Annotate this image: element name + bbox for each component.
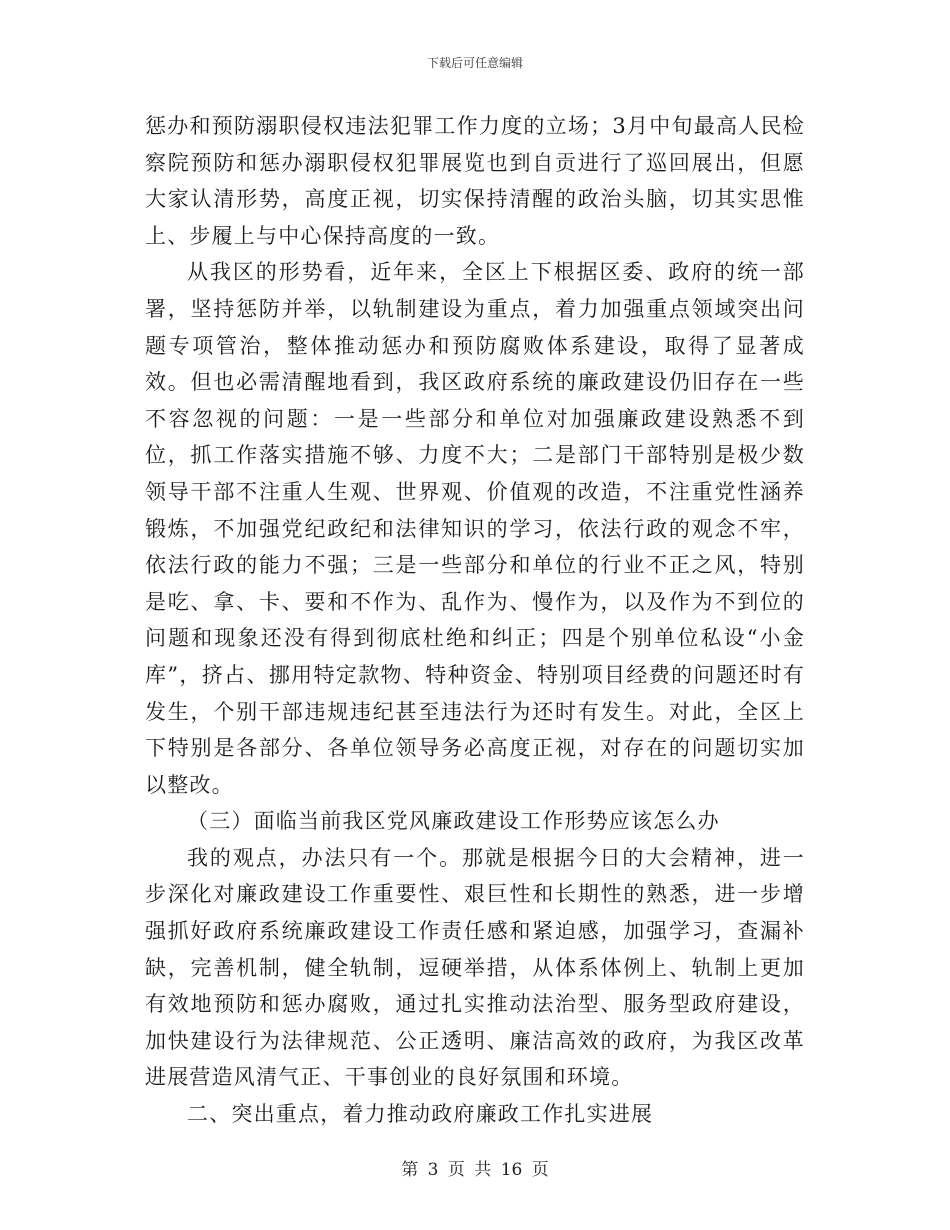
document-body — [145, 108, 805, 1133]
paragraph-2: 从我区的形势看，近年来，全区上下根据区委、政府的统一部署，坚持惩防并举，以轨制建设为重点，着力加强重点领域突出问题专项管治，整体推动惩办和预防腐败体系建设，取得了显著成效。但也必需清醒地看到，我区政府系统的廉政建设仍旧存在一些不容忽视的问题：一是一些部分和单位对加强廉政建设熟悉不到位，抓工作落实措施不够、力度不大；二是部门干部特别是极少数领导干部不注重人生观、世界观、价值观的改造，不注重党性涵养锻炼，不加强党纪政纪和法律知识的学习，依法行政的观念不牢，依法行政的能力不强；三是一些部分和单位的行业不正之风，特别是吃、拿、卡、要和不作为、乱作为、慢作为，以及作为不到位的问题和现象还没有得到彻底杜绝和纠正；四是个别单位私设“小金库”，挤占、挪用特定款物、特种资金、特别项目经费的问题还时有发生，个别干部违规违纪甚至违法行为还时有发生。对此，全区上下特别是各部分、各单位领导务必高度正视，对存在的问题切实加以整改。 — [145, 260, 805, 797]
section-heading-2: 二、突出重点，着力推动政府廉政工作扎实进展 — [187, 1102, 654, 1127]
page-header: 下载后可任意编辑 — [426, 56, 523, 70]
paragraph-4: 我的观点，办法只有一个。那就是根据今日的大会精神，进一步深化对廉政建设工作重要性、艰巨性和长期性的熟悉，进一步增强抓好政府系统廉政建设工作责任感和紧迫感，加强学习，查漏补缺，完善机制，健全轨制，逗硬举措，从体系体例上、轨制上更加有效地预防和惩办腐败，通过扎实推动法治型、服务型政府建设，加快建设行为法律规范、公正透明、廉洁高效的政府，为我区改革进展营造风清气正、干事创业的良好氛围和环境。 — [145, 845, 805, 1090]
section-heading-3: （三）面临当前我区党风廉政建设工作形势应该怎么办 — [187, 809, 720, 834]
paragraph-1: 惩办和预防溺职侵权违法犯罪工作力度的立场；3月中旬最高人民检察院预防和惩办溺职侵权犯罪展览也到自贡进行了巡回展出，但愿大家认清形势，高度正视，切实保持清醒的政治头脑，切其实思惟上、步履上与中心保持高度的一致。 — [145, 114, 805, 248]
page-number-footer: 第 3 页 共 16 页 — [401, 1160, 549, 1180]
